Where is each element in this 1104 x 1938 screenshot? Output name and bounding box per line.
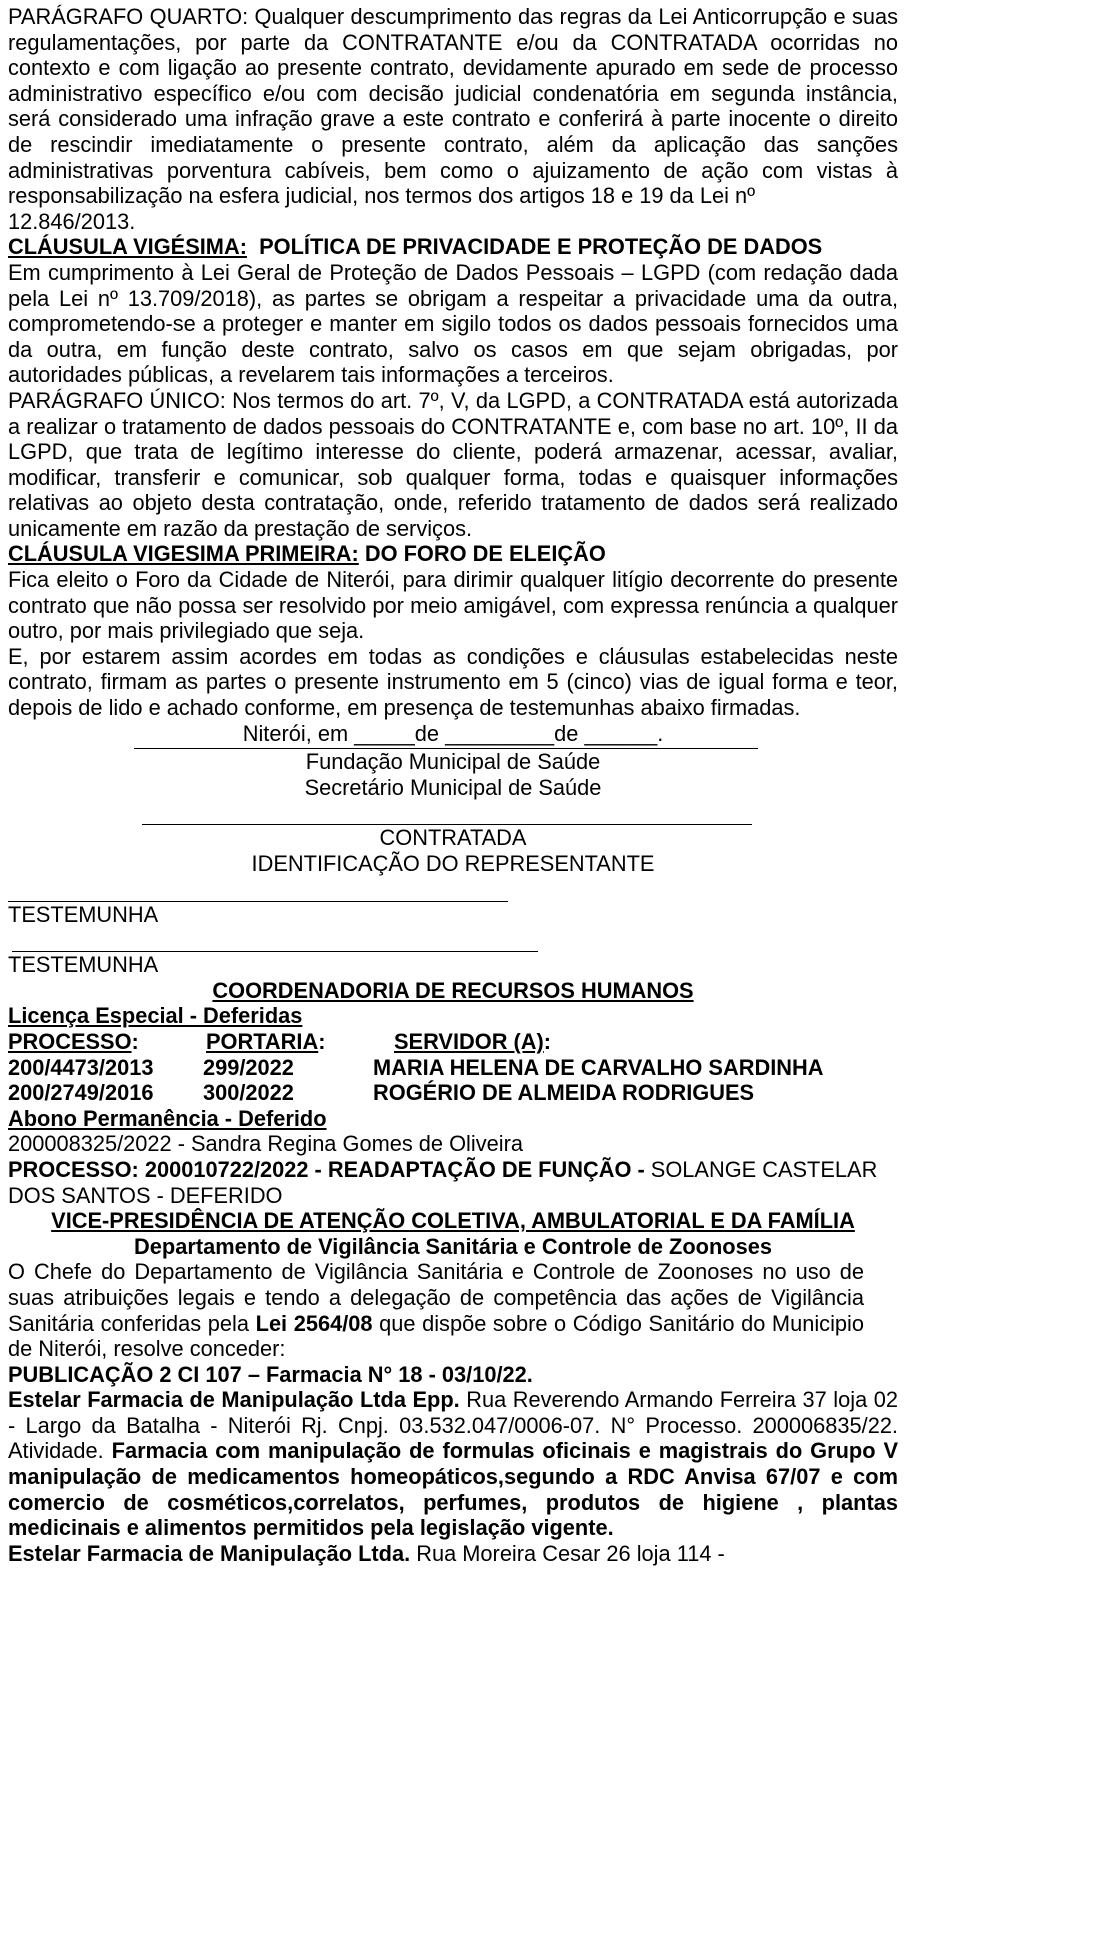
col-processo: PROCESSO bbox=[8, 1028, 132, 1054]
table-row bbox=[8, 1080, 898, 1106]
rh-heading: COORDENADORIA DE RECURSOS HUMANOS bbox=[212, 977, 694, 1003]
abono-entry: 200008325/2022 - Sandra Regina Gomes de Oliveira bbox=[8, 1131, 523, 1157]
paragrafo-unico: PARÁGRAFO ÚNICO: Nos termos do art. 7º, V, da LGPD, a CONTRATADA está autorizada a realizar o tratamento de dados pessoais do CONTRATANTE e, com base no art. 10º, II da LGPD, que trata de legítimo interesse do cliente, poderá armazenar, acessar, avaliar, modificar, transferir e comunicar, sob qualquer forma, todas e quaisquer informações relativas ao objeto desta contratação, onde, referido tratamento de dados será realizado unicamente em razão da prestação de serviços. bbox=[8, 387, 898, 541]
licenca-subheading: Licença Especial - Deferidas bbox=[8, 1003, 303, 1029]
readaptacao-process: PROCESSO: 200010722/2022 - READAPTAÇÃO DE FUNÇÃO - bbox=[8, 1156, 645, 1182]
closing-paragraph: E, por estarem assim acordes em todas as condições e cláusulas estabelecidas neste contrato, firmam as partes o presente instrumento em 5 (cinco) vias de igual forma e teor, depois de lido e achado conforme, em presença de testemunhas abaixo firmadas. bbox=[8, 643, 898, 721]
establishment-entry bbox=[8, 1541, 898, 1567]
clausula-vigesima-body: Em cumprimento à Lei Geral de Proteção de Dados Pessoais – LGPD (com redação dada pela Lei nº 13.709/2018), as partes se obrigam a respeitar a privacidade uma da outra, comprometendo-se a proteger e manter em sigilo todos os dados pessoais fornecidos uma da outra, em função deste contrato, salvo os casos em que sejam obrigadas, por autoridades públicas, a revelarem tais informações a terceiros. bbox=[8, 259, 898, 388]
table-row bbox=[8, 1055, 898, 1081]
establishment-name: Estelar Farmacia de Manipulação Ltda Epp. bbox=[8, 1387, 460, 1413]
readaptacao-name: SOLANGE CASTELAR DOS SANTOS - DEFERIDO bbox=[8, 1156, 878, 1208]
col-servidor: SERVIDOR (A) bbox=[394, 1028, 544, 1054]
clausula-21-body: Fica eleito o Foro da Cidade de Niterói, para dirimir qualquer litígio decorrente do presente contrato que não possa ser resolvido por meio amigável, com expressa renúncia a qualquer outro, por mais privilegiado que seja. bbox=[8, 567, 898, 644]
clausula-label: CLÁUSULA VIGESIMA PRIMEIRA: bbox=[8, 541, 359, 567]
clausula-title: DO FORO DE ELEIÇÃO bbox=[364, 541, 606, 567]
row-processo: 200/4473/2013 bbox=[8, 1054, 154, 1080]
establishment-activity: Farmacia com manipulação de formulas oficinais e magistrais do Grupo V manipulação de medicamentos homeopáticos,segundo a RDC Anvisa 67/07 e com comercio de cosméticos,correlatos, perfumes, produtos de higiene , plantas medicinais e alimentos permitidos pela legislação vigente. bbox=[8, 1438, 898, 1541]
signature-line bbox=[8, 877, 508, 902]
paragrafo-quarto: PARÁGRAFO QUARTO: Qualquer descumprimento das regras da Lei Anticorrupção e suas regulamentações, por parte da CONTRATANTE e/ou da CONTRATADA ocorridas no contexto e com ligação ao presente contrato, devidamente apurado em sede de processo administrativo específico e/ou com decisão judicial condenatória em segunda instância, será considerado uma infração grave a este contrato e conferirá à parte inocente o direito de rescindir imediatamente o presente contrato, além da aplicação das sanções administrativas porventura cabíveis, bem como o ajuizamento de ação com vistas à responsabilização na esfera judicial, nos termos dos artigos 18 e 19 da Lei nº bbox=[8, 4, 898, 209]
witness-2: TESTEMUNHA bbox=[8, 952, 159, 978]
vice-presidencia-heading: VICE-PRESIDÊNCIA DE ATENÇÃO COLETIVA, AMBULATORIAL E DA FAMÍLIA bbox=[51, 1208, 855, 1234]
signatory-2-name: CONTRATADA bbox=[379, 825, 527, 851]
signature-line bbox=[12, 927, 538, 952]
law-reference: Lei 2564/08 bbox=[255, 1310, 373, 1336]
row-portaria: 299/2022 bbox=[203, 1054, 294, 1080]
row-processo: 200/2749/2016 bbox=[8, 1080, 154, 1106]
clausula-21-heading bbox=[8, 541, 898, 567]
clausula-label: CLÁUSULA VIGÉSIMA: bbox=[8, 234, 247, 260]
text-column bbox=[8, 4, 898, 1566]
row-portaria: 300/2022 bbox=[203, 1080, 294, 1106]
establishment-address: Rua Reverendo Armando Ferreira 37 loja 02 - Largo da Batalha - Niterói Rj. Cnpj. 03.532.047/0006-07. N° Processo. 200006835/22. Atividade. bbox=[8, 1387, 898, 1464]
col-portaria: PORTARIA bbox=[206, 1028, 319, 1054]
row-servidor: ROGÉRIO DE ALMEIDA RODRIGUES bbox=[373, 1080, 755, 1106]
signatory-1-org: Fundação Municipal de Saúde bbox=[305, 749, 601, 775]
visa-intro bbox=[8, 1259, 898, 1361]
table-header: PROCESSO: PORTARIA: SERVIDOR (A): bbox=[8, 1028, 552, 1054]
readaptacao-entry bbox=[8, 1157, 898, 1208]
establishment-address: Rua Moreira Cesar 26 loja 114 - bbox=[416, 1540, 725, 1566]
visa-intro-text: O Chefe do Departamento de Vigilância Sanitária e Controle de Zoonoses no uso de suas atribuições legais e tendo a delegação de competência das ações de Vigilância Sanitária conferidas pela bbox=[8, 1259, 864, 1336]
row-servidor: MARIA HELENA DE CARVALHO SARDINHA bbox=[373, 1054, 824, 1080]
department-heading: Departamento de Vigilância Sanitária e Controle de Zoonoses bbox=[134, 1233, 772, 1259]
witness-1: TESTEMUNHA bbox=[8, 901, 159, 927]
establishment-entry bbox=[8, 1387, 898, 1541]
clausula-vigesima-heading bbox=[8, 234, 898, 260]
signatory-1-role: Secretário Municipal de Saúde bbox=[304, 774, 602, 800]
date-line: Niterói, em _____de _________de ______. bbox=[242, 720, 664, 746]
clausula-title: POLÍTICA DE PRIVACIDADE E PROTEÇÃO DE DADOS bbox=[259, 234, 823, 260]
visa-intro-text: que dispõe sobre o Código Sanitário do Municipio de Niterói, resolve conceder: bbox=[8, 1310, 864, 1362]
signature-line bbox=[142, 800, 752, 825]
signatory-2-id: IDENTIFICAÇÃO DO REPRESENTANTE bbox=[251, 851, 655, 876]
establishment-name: Estelar Farmacia de Manipulação Ltda. bbox=[8, 1540, 411, 1566]
paragrafo-quarto-end: 12.846/2013. bbox=[8, 208, 136, 234]
abono-heading: Abono Permanência - Deferido bbox=[8, 1105, 327, 1131]
publication-line: PUBLICAÇÃO 2 CI 107 – Farmacia N° 18 - 03/10/22. bbox=[8, 1361, 533, 1387]
